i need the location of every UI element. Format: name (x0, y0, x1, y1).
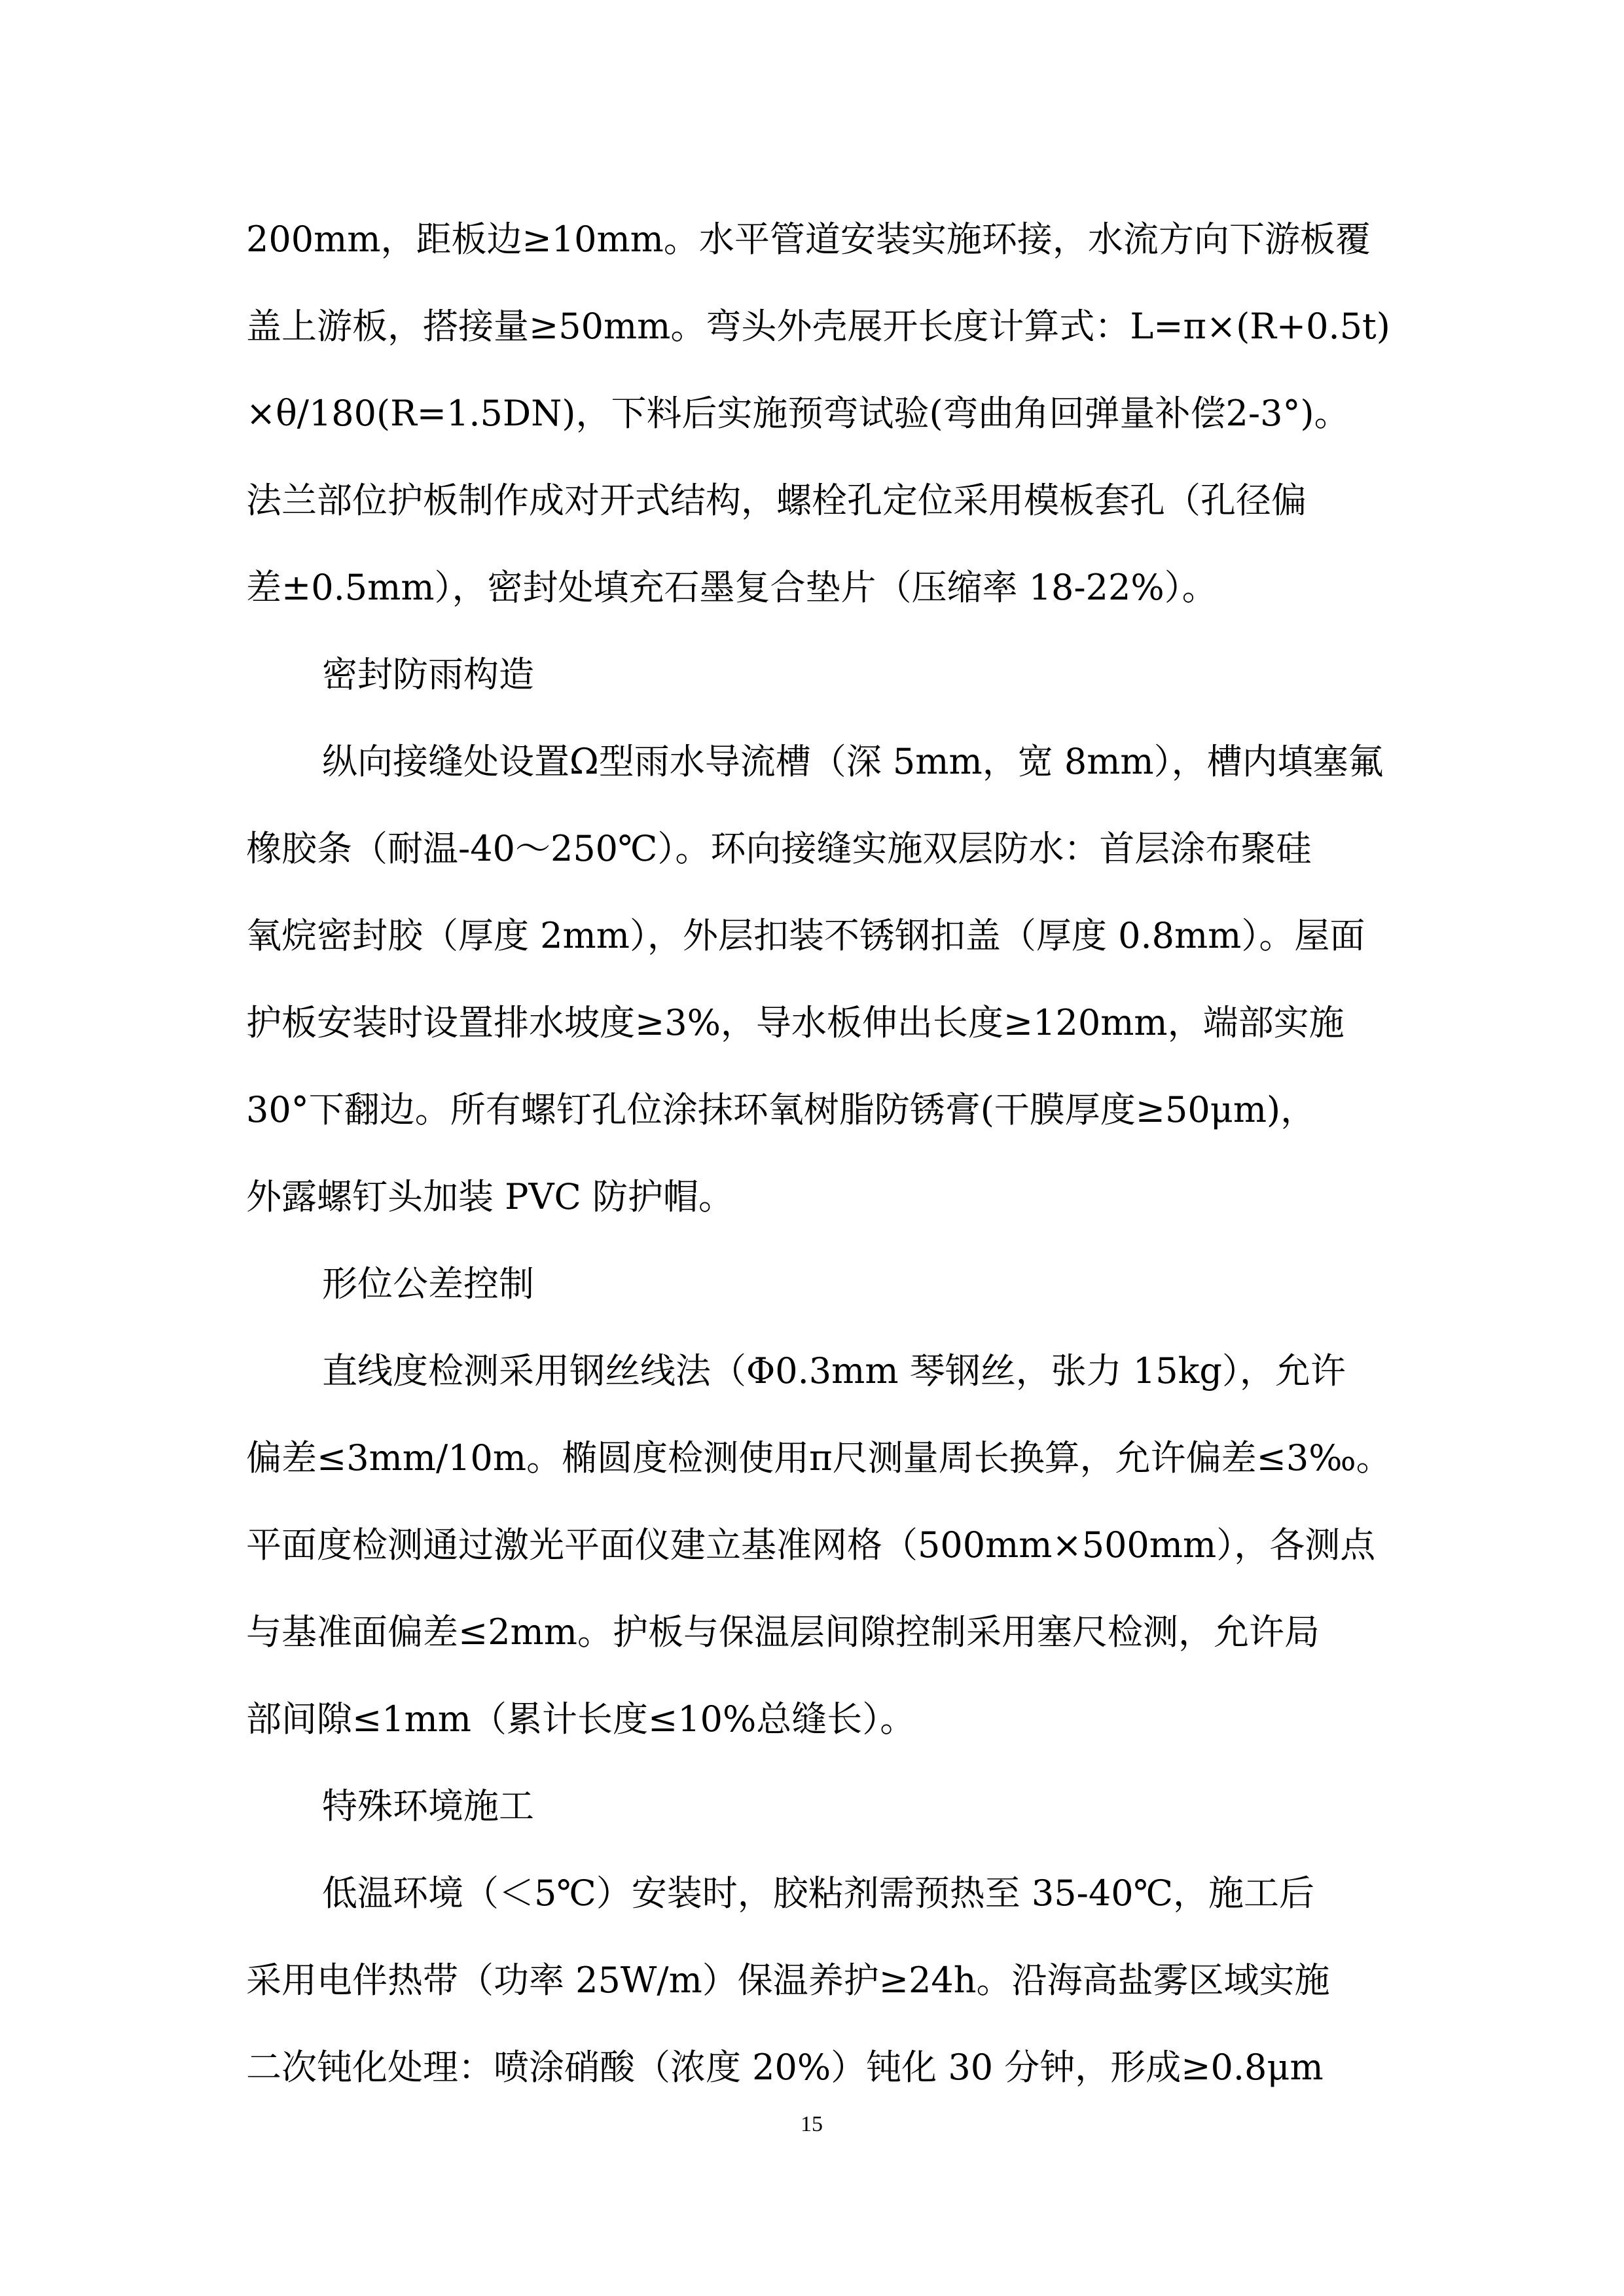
paragraph-line: 氧烷密封胶（厚度 2mm），外层扣装不锈钢扣盖（厚度 0.8mm）。屋面 (246, 915, 1365, 956)
page-number: 15 (801, 2112, 823, 2136)
paragraph-line: 法兰部位护板制作成对开式结构，螺栓孔定位采用模板套孔（孔径偏 (246, 480, 1307, 521)
paragraph-line: 直线度检测采用钢丝线法（Φ0.3mm 琴钢丝，张力 15kg），允许 (322, 1350, 1346, 1391)
paragraph-line: 部间隙≤1mm（累计长度≤10%总缝长）。 (246, 1698, 916, 1740)
paragraph-line: ×θ/180(R=1.5DN)，下料后实施预弯试验(弯曲角回弹量补偿2-3°)。 (246, 393, 1350, 434)
paragraph-line: 橡胶条（耐温-40～250℃）。环向接缝实施双层防水：首层涂布聚硅 (246, 828, 1312, 869)
paragraph-line: 平面度检测通过激光平面仪建立基准网格（500mm×500mm），各测点 (246, 1524, 1376, 1566)
paragraph-line: 护板安装时设置排水坡度≥3%，导水板伸出长度≥120mm，端部实施 (246, 1002, 1344, 1043)
paragraph-line: 差±0.5mm），密封处填充石墨复合垫片（压缩率 18-22%）。 (246, 567, 1218, 608)
paragraph-line: 纵向接缝处设置Ω型雨水导流槽（深 5mm，宽 8mm），槽内填塞氟 (322, 741, 1384, 782)
paragraph-line: 二次钝化处理：喷涂硝酸（浓度 20%）钝化 30 分钟，形成≥0.8μm (246, 2047, 1324, 2088)
paragraph-line: 采用电伴热带（功率 25W/m）保温养护≥24h。沿海高盐雾区域实施 (246, 1960, 1330, 2001)
section-heading-tolerance: 形位公差控制 (322, 1263, 534, 1304)
section-heading-special: 特殊环境施工 (322, 1785, 534, 1827)
paragraph-line: 偏差≤3mm/10m。椭圆度检测使用π尺测量周长换算，允许偏差≤3‰。 (246, 1437, 1392, 1479)
paragraph-line: 200mm，距板边≥10mm。水平管道安装实施环接，水流方向下游板覆 (246, 219, 1371, 260)
paragraph-line: 与基准面偏差≤2mm。护板与保温层间隙控制采用塞尺检测，允许局 (246, 1611, 1320, 1653)
paragraph-line: 盖上游板，搭接量≥50mm。弯头外壳展开长度计算式：L=π×(R+0.5t) (246, 306, 1390, 347)
paragraph-line: 低温环境（＜5℃）安装时，胶粘剂需预热至 35-40℃，施工后 (322, 1873, 1315, 1914)
paragraph-line: 30°下翻边。所有螺钉孔位涂抹环氧树脂防锈膏(干膜厚度≥50μm)， (246, 1089, 1316, 1130)
paragraph-line: 外露螺钉头加装 PVC 防护帽。 (246, 1176, 734, 1217)
section-heading-sealing: 密封防雨构造 (322, 654, 534, 695)
